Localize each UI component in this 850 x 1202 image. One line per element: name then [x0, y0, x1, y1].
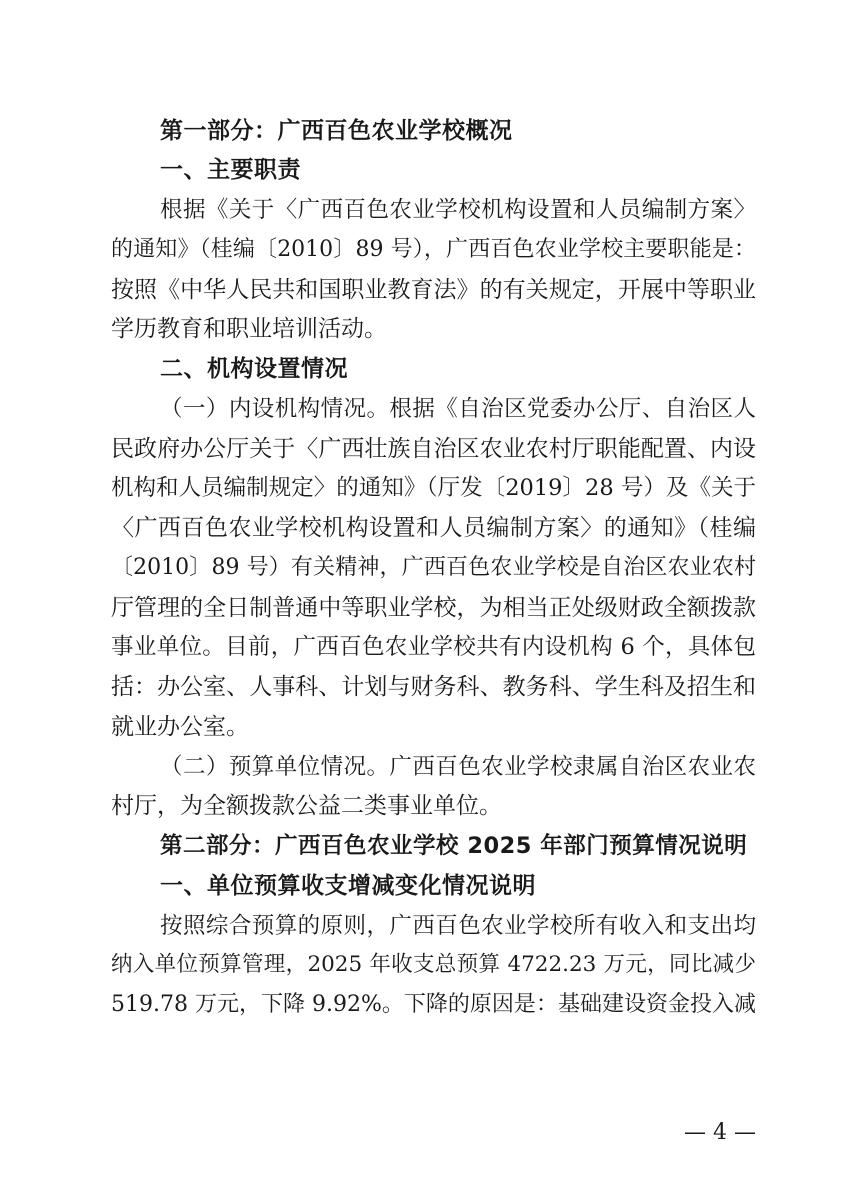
- section1-line: 学历教育和职业培训活动。: [111, 316, 387, 342]
- section2-para1-line: 括：办公室、人事科、计划与财务科、教务科、学生科及招生和: [111, 674, 756, 700]
- section2-para2-line: （二）预算单位情况。广西百色农业学校隶属自治区农业农: [160, 754, 756, 780]
- part2-section1-line: 519.78 万元，下降 9.92%。下降的原因是：基础建设资金投入减: [111, 992, 756, 1017]
- section1-line: 按照《中华人民共和国职业教育法》的有关规定，开展中等职业: [111, 277, 756, 303]
- part1-title: 第一部分：广西百色农业学校概况: [160, 118, 513, 144]
- part2-section1-heading: 一、单位预算收支增减变化情况说明: [160, 873, 536, 899]
- section1-heading: 一、主要职责: [160, 157, 301, 183]
- part2-title: 第二部分：广西百色农业学校 2025 年部门预算情况说明: [160, 833, 748, 859]
- section2-para1-line: 机构和人员编制规定〉的通知》（厅发〔2019〕28 号）及《关于: [111, 475, 756, 501]
- section1-line: 的通知》（桂编〔2010〕89 号），广西百色农业学校主要职能是：: [111, 237, 756, 262]
- section2-para1-line: 〔2010〕89 号）有关精神，广西百色农业学校是自治区农业农村: [111, 555, 756, 580]
- section2-para1-line: 民政府办公厅关于〈广西壮族自治区农业农村厅职能配置、内设: [111, 436, 756, 462]
- section1-line: 根据《关于〈广西百色农业学校机构设置和人员编制方案〉: [160, 197, 756, 223]
- section2-para1-line: 厅管理的全日制普通中等职业学校，为相当正处级财政全额拨款: [111, 595, 756, 621]
- section2-para1-line: 事业单位。目前，广西百色农业学校共有内设机构 6 个，具体包: [111, 634, 756, 660]
- section2-para1-line: 〈广西百色农业学校机构设置和人员编制方案〉的通知》（桂编: [111, 515, 756, 541]
- section2-para1-line: （一）内设机构情况。根据《自治区党委办公厅、自治区人: [160, 396, 756, 422]
- section2-para1-line: 就业办公室。: [111, 714, 249, 740]
- section2-heading: 二、机构设置情况: [160, 356, 348, 382]
- section2-para2-line: 村厅，为全额拨款公益二类事业单位。: [111, 793, 502, 819]
- page-number: — 4 —: [684, 1120, 756, 1145]
- part2-section1-line: 按照综合预算的原则，广西百色农业学校所有收入和支出均: [160, 913, 756, 939]
- part2-section1-line: 纳入单位预算管理，2025 年收支总预算 4722.23 万元，同比减少: [111, 952, 756, 977]
